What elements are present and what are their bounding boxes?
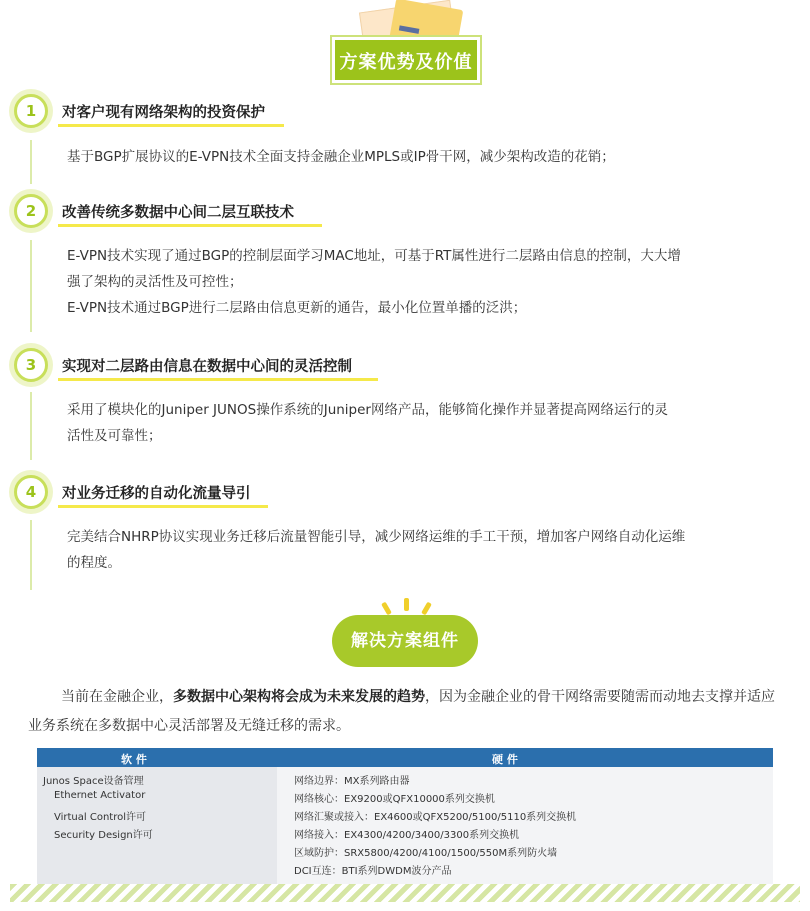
intro-paragraph bbox=[28, 683, 788, 741]
item-description bbox=[67, 243, 792, 321]
item-line: 强了架构的灵活性及可控性； bbox=[67, 274, 243, 290]
sparkle-decoration bbox=[381, 602, 392, 616]
item-vertical-line bbox=[30, 392, 32, 460]
table-header-row bbox=[37, 748, 773, 767]
item-line: 完美结合NHRP协议实现业务迁移后流量智能引导，减少网络运维的手工干预，增加客户网络自动化运维 bbox=[67, 529, 686, 545]
item-line: 的程度。 bbox=[67, 555, 121, 571]
item-number-badge: 4 bbox=[14, 475, 48, 509]
item-vertical-line bbox=[30, 520, 32, 590]
item-description bbox=[67, 144, 792, 170]
item-title: 实现对二层路由信息在数据中心间的灵活控制 bbox=[62, 359, 352, 375]
hardware-cell: 网络边界：MX系列路由器 bbox=[294, 776, 410, 787]
title-underline bbox=[58, 124, 284, 127]
item-title: 对客户现有网络架构的投资保护 bbox=[62, 105, 265, 121]
hardware-cell: 网络接入：EX4300/4200/3400/3300系列交换机 bbox=[294, 830, 520, 841]
section-title-components: 解决方案组件 bbox=[332, 615, 478, 667]
para-text: ，因为金融企业的骨干网络需要随需而动地去支撑并适应业务系统在多数据中心灵活部署及无缝迁移的需求。 bbox=[28, 689, 775, 734]
hardware-cell: 网络汇聚或接入：EX4600或QFX5200/5100/5110系列交换机 bbox=[294, 812, 577, 823]
title-underline bbox=[58, 505, 268, 508]
hardware-cell: 区域防护：SRX5800/4200/4100/1500/550M系列防火墙 bbox=[294, 848, 558, 859]
item-line: E-VPN技术实现了通过BGP的控制层面学习MAC地址，可基于RT属性进行二层路由信息的控制，大大增 bbox=[67, 248, 681, 264]
item-title: 改善传统多数据中心间二层互联技术 bbox=[62, 205, 294, 221]
item-vertical-line bbox=[30, 240, 32, 332]
software-cell: Ethernet Activator bbox=[54, 790, 146, 801]
sparkle-decoration bbox=[421, 602, 432, 616]
hardware-cell: DCI互连：BTI系列DWDM波分产品 bbox=[294, 866, 452, 877]
section-title-advantages: 方案优势及价值 bbox=[332, 37, 480, 83]
item-description bbox=[67, 397, 792, 449]
item-line: 活性及可靠性； bbox=[67, 428, 162, 444]
item-number-badge: 1 bbox=[14, 94, 48, 128]
title-underline bbox=[58, 224, 322, 227]
item-line: E-VPN技术通过BGP进行二层路由信息更新的通告，最小化位置单播的泛洪； bbox=[67, 300, 527, 316]
software-cell: Junos Space设备管理 bbox=[43, 776, 144, 787]
sparkle-decoration bbox=[404, 598, 409, 611]
software-cell: Security Design许可 bbox=[54, 830, 153, 841]
software-cell: Virtual Control许可 bbox=[54, 812, 147, 823]
item-description bbox=[67, 524, 792, 576]
item-number-badge: 2 bbox=[14, 194, 48, 228]
components-table bbox=[37, 748, 773, 895]
item-vertical-line bbox=[30, 140, 32, 184]
item-title: 对业务迁移的自动化流量导引 bbox=[62, 486, 251, 502]
title-underline bbox=[58, 378, 378, 381]
bottom-divider-stripes bbox=[10, 884, 800, 902]
item-line: 采用了模块化的Juniper JUNOS操作系统的Juniper网络产品，能够简化操作并显著提高网络运行的灵 bbox=[67, 402, 668, 418]
para-text: 当前在金融企业， bbox=[61, 689, 173, 705]
table-header-software: 软 件 bbox=[121, 753, 147, 766]
item-line: 基于BGP扩展协议的E-VPN技术全面支持金融企业MPLS或IP骨干网，减少架构改造的花销； bbox=[67, 149, 615, 165]
table-body bbox=[37, 767, 773, 895]
table-header-hardware: 硬 件 bbox=[492, 753, 518, 766]
para-bold-text: 多数据中心架构将会成为未来发展的趋势 bbox=[173, 689, 425, 705]
item-number-badge: 3 bbox=[14, 348, 48, 382]
hardware-cell: 网络核心：EX9200或QFX10000系列交换机 bbox=[294, 794, 495, 805]
